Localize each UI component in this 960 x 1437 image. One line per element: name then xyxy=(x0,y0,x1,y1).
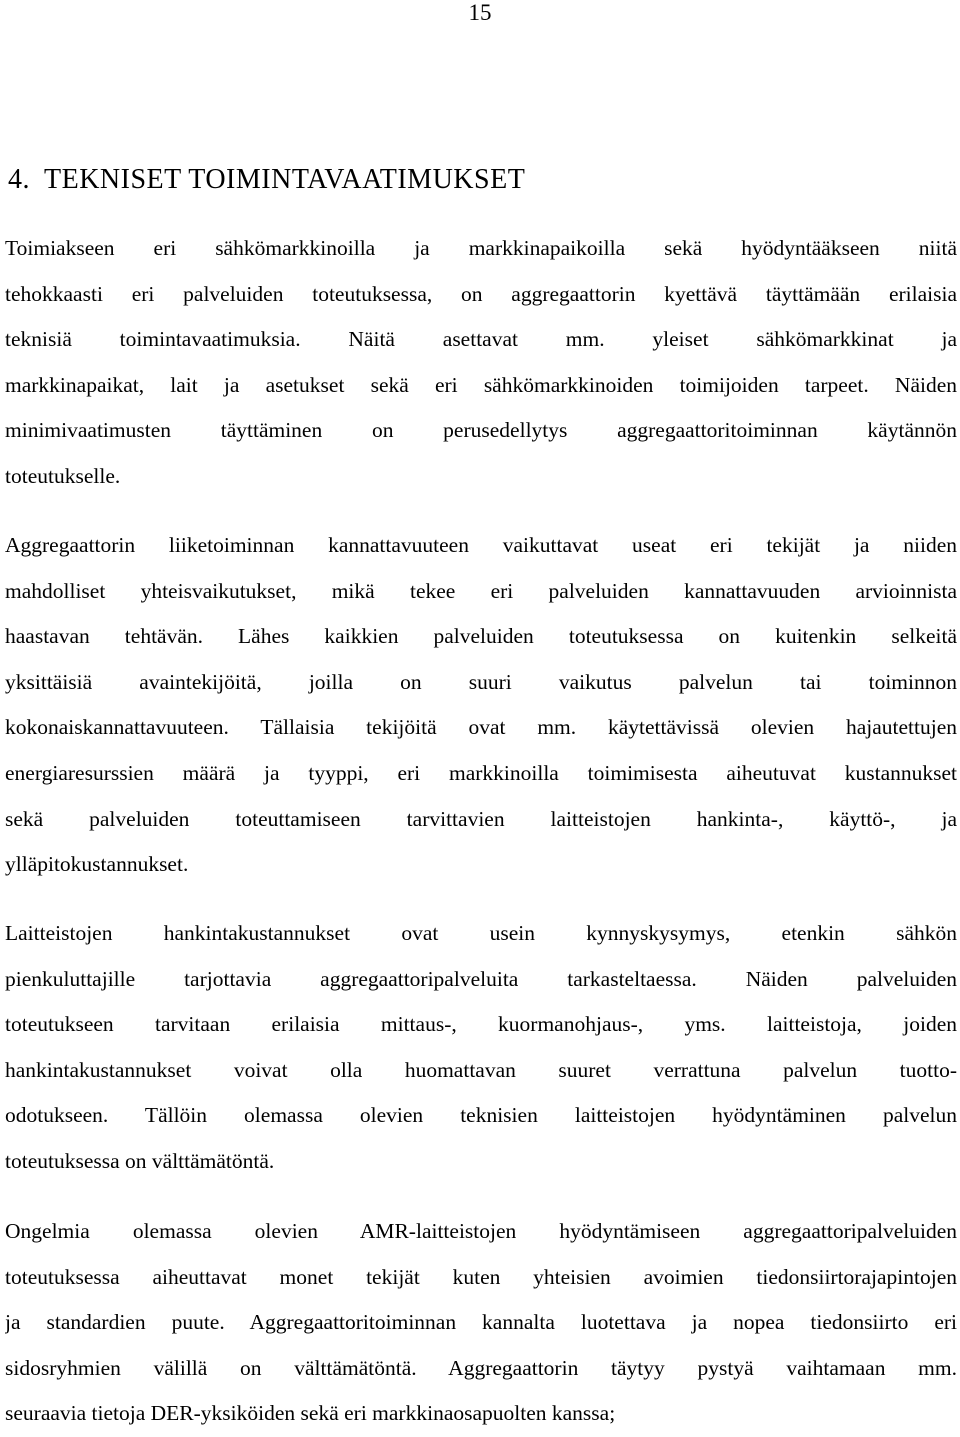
section-number: 4. xyxy=(8,164,30,195)
text-line: toteutuksessa aiheuttavat monet tekijät kuten yhteisien avoimien tiedonsiirtorajapintojen xyxy=(5,1264,957,1289)
text-line: yksittäisiä avaintekijöitä, joilla on suuri vaikutus palvelun tai toiminnon xyxy=(5,669,957,694)
text-line: sekä palveluiden toteuttamiseen tarvittavien laitteistojen hankinta-, käyttö-, ja xyxy=(5,806,957,831)
text-line: toteutukselle. xyxy=(5,463,121,488)
text-line: markkinapaikat, lait ja asetukset sekä eri sähkömarkkinoiden toimijoiden tarpeet. Näiden xyxy=(5,372,957,397)
text-line: ja standardien puute. Aggregaattoritoiminnan kannalta luotettava ja nopea tiedonsiirto eri xyxy=(5,1310,957,1335)
text-line: hankintakustannukset voivat olla huomattavan suuret verrattuna palvelun tuotto- xyxy=(5,1057,957,1082)
text-line: toteutukseen tarvitaan erilaisia mittaus-, kuormanohjaus-, yms. laitteistoja, joiden xyxy=(5,1012,957,1037)
text-line: odotukseen. Tällöin olemassa olevien teknisien laitteistojen hyödyntäminen palvelun xyxy=(5,1103,957,1128)
text-line: haastavan tehtävän. Lähes kaikkien palveluiden toteutuksessa on kuitenkin selkeitä xyxy=(5,624,957,649)
page-number: 15 xyxy=(468,0,492,25)
text-line: mahdolliset yhteisvaikutukset, mikä tekee eri palveluiden kannattavuuden arvioinnista xyxy=(5,578,957,603)
text-line: energiaresurssien määrä ja tyyppi, eri markkinoilla toimimisesta aiheutuvat kustannukset xyxy=(5,760,957,785)
paragraph-4 xyxy=(5,1209,957,1437)
text-line: kokonaiskannattavuuteen. Tällaisia tekijöitä ovat mm. käytettävissä olevien hajautettujen xyxy=(5,715,957,740)
paragraph-3 xyxy=(5,911,957,1185)
text-line: teknisiä toimintavaatimuksia. Näitä asettavat mm. yleiset sähkömarkkinat ja xyxy=(5,327,957,352)
paragraph-2 xyxy=(5,523,957,888)
text-line: seuraavia tietoja DER-yksiköiden sekä eri markkinaosapuolten kanssa; xyxy=(5,1401,616,1426)
text-line: Ongelmia olemassa olevien AMR-laitteistojen hyödyntämiseen aggregaattoripalveluiden xyxy=(5,1219,957,1243)
text-line: pienkuluttajille tarjottavia aggregaattoripalveluita tarkasteltaessa. Näiden palveluiden xyxy=(5,966,957,991)
paragraph-1 xyxy=(5,226,957,500)
text-line: sidosryhmien välillä on välttämätöntä. Aggregaattorin täytyy pystyä vaihtamaan mm. xyxy=(5,1355,957,1380)
text-line: Toimiakseen eri sähkömarkkinoilla ja markkinapaikoilla sekä hyödyntääkseen niitä xyxy=(5,236,957,260)
text-line: toteutuksessa on välttämätöntä. xyxy=(5,1148,275,1173)
text-line: Laitteistojen hankintakustannukset ovat usein kynnyskysymys, etenkin sähkön xyxy=(5,921,957,945)
text-line: minimivaatimusten täyttäminen on perusedellytys aggregaattoritoiminnan käytännön xyxy=(5,418,957,443)
section-heading xyxy=(8,162,525,198)
text-line: ylläpitokustannukset. xyxy=(5,852,189,877)
text-line: tehokkaasti eri palveluiden toteutuksessa, on aggregaattorin kyettävä täyttämään erilaisia xyxy=(5,281,957,306)
text-line: Aggregaattorin liiketoiminnan kannattavuuteen vaikuttavat useat eri tekijät ja niiden xyxy=(5,533,957,557)
section-title: TEKNISET TOIMINTAVAATIMUKSET xyxy=(44,164,526,195)
